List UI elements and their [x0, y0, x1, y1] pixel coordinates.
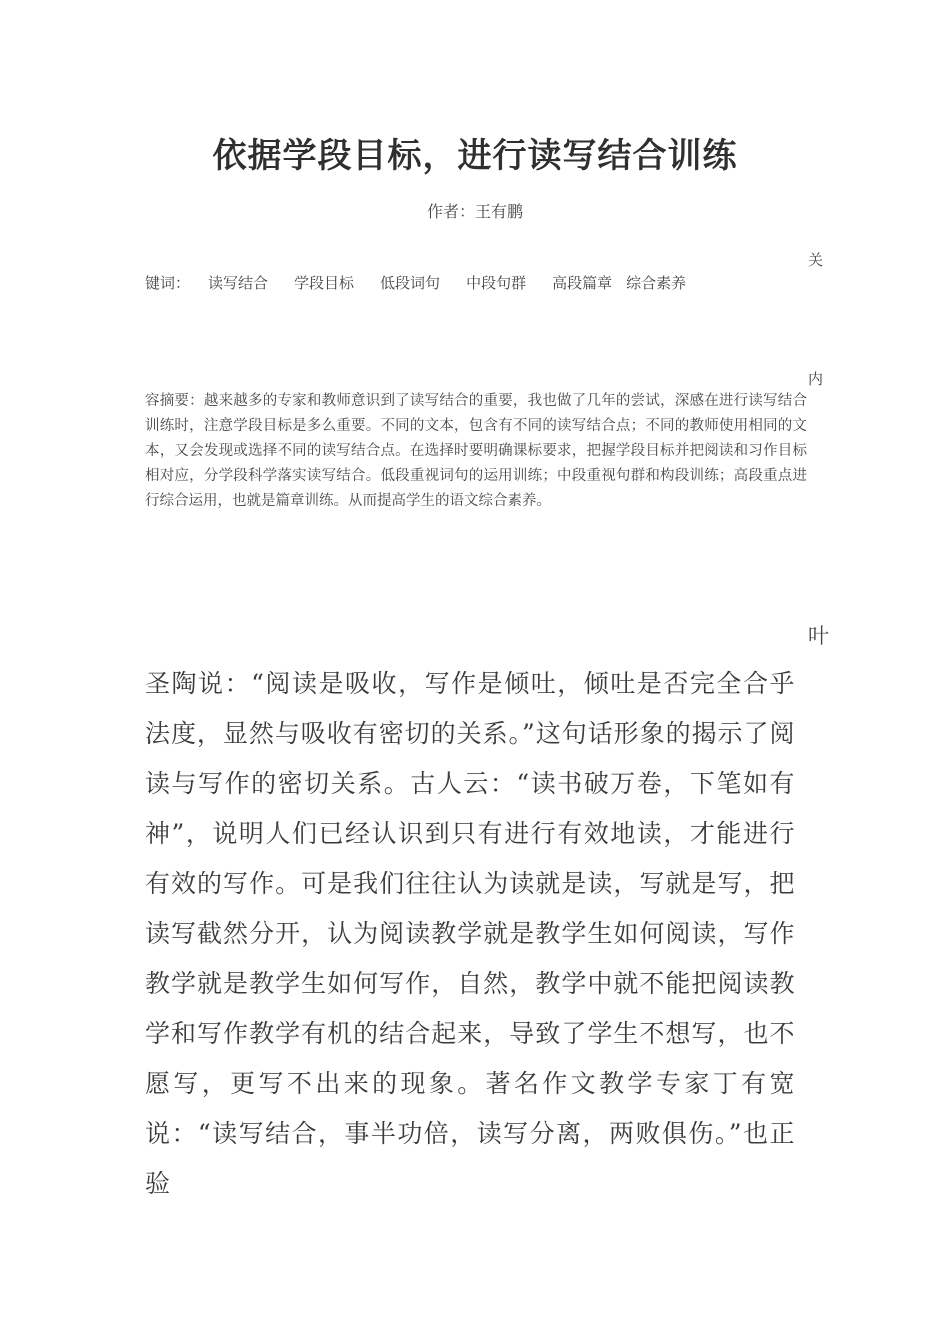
margin-char-nei: 内 [808, 370, 824, 388]
keyword-item: 读写结合 [208, 274, 269, 292]
author-line: 作者：王有鹏 [426, 202, 523, 221]
document-title: 依据学段目标，进行读写结合训练 [212, 136, 738, 176]
keyword-item: 高段篇章 [552, 274, 613, 292]
abstract-paragraph [145, 389, 807, 514]
margin-char-guan: 关 [808, 251, 824, 269]
keyword-item: 中段句群 [466, 274, 527, 292]
keywords-line [145, 272, 686, 293]
abstract-label: 容摘要： [145, 393, 204, 409]
keyword-item: 学段目标 [294, 274, 355, 292]
keyword-item: 综合素养 [626, 274, 687, 292]
keyword-item: 低段词句 [380, 274, 441, 292]
margin-char-ye: 叶 [808, 624, 829, 648]
abstract-text: 越来越多的专家和教师意识到了读写结合的重要，我也做了几年的尝试，深感在进行读写结合训练时，注意学段目标是多么重要。不同的文本，包含有不同的读写结合点；不同的教师使用相同的文本，又会发现或选择不同的读写结合点。在选择时要明确课标要求，把握学段目标并把阅读和习作目标相对应，分学段科学落实读写结合。低段重视词句的运用训练；中段重视句群和构段训练；高段重点进行综合运用，也就是篇章训练。从而提高学生的语文综合素养。 [145, 393, 808, 509]
body-paragraph: 圣陶说：“阅读是吸收，写作是倾吐，倾吐是否完全合乎法度，显然与吸收有密切的关系。”这句话形象的揭示了阅读与写作的密切关系。古人云：“读书破万卷，下笔如有神”，说明人们已经认识到只有进行有效地读，才能进行有效的写作。可是我们往往认为读就是读，写就是写，把读写截然分开，认为阅读教学就是教学生如何阅读，写作教学就是教学生如何写作，自然，教学中就不能把阅读教学和写作教学有机的结合起来，导致了学生不想写，也不愿写，更写不出来的现象。著名作文教学专家丁有宽说：“读写结合，事半功倍，读写分离，两败俱伤。”也正验 [145, 669, 795, 1198]
keywords-label: 键词： [145, 274, 191, 292]
